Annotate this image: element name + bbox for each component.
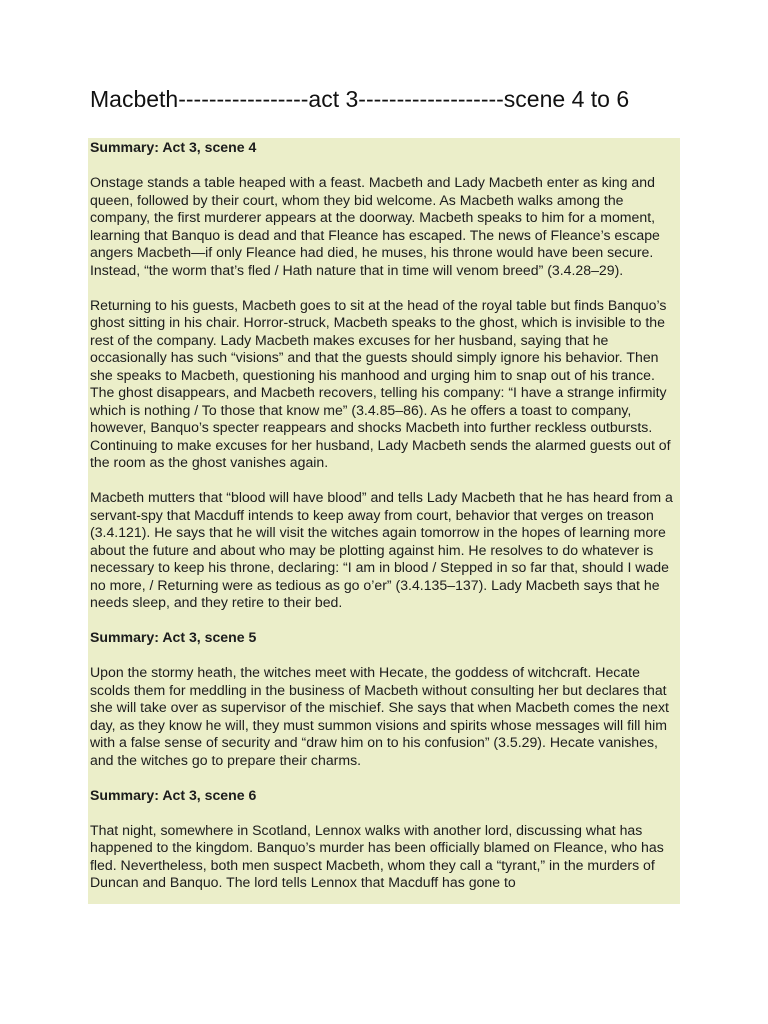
document-title: Macbeth-----------------act 3-------------------scene 4 to 6 xyxy=(90,86,630,112)
section-heading-scene-5: Summary: Act 3, scene 5 xyxy=(90,629,257,645)
section-heading-scene-6: Summary: Act 3, scene 6 xyxy=(90,786,257,803)
paragraph-scene-5-hecate: Upon the stormy heath, the witches meet with Hecate, the goddess of witchcraft. Hecate scolds them for meddling in the business of Macbeth without consulting her but declares that she will take over as supervisor of the mischief. She says that when Macbeth comes the next day, as they know he will, they must summon visions and spirits whose messages will fill him with a false sense of security and “draw him on to his confusion” (3.5.29). Hecate vanishes, and the witches go to prepare their charms. xyxy=(90,664,669,768)
paragraph-scene-4-ghost: Returning to his guests, Macbeth goes to sit at the head of the royal table but finds Banquo’s ghost sitting in his chair. Horror-struck, Macbeth speaks to the ghost, which is invisible to the rest of the company. Lady Macbeth makes excuses for her husband, saying that he occasionally has such “visions” and that the guests should simply ignore his behavior. Then she speaks to Macbeth, questioning his manhood and urging him to snap out of his trance. The ghost disappears, and Macbeth recovers, telling his company: “I have a strange infirmity which is nothing / To those that know me” (3.4.85–86). As he offers a toast to company, however, Banquo’s specter reappears and shocks Macbeth into further reckless outbursts. Continuing to make excuses for her husband, Lady Macbeth sends the alarmed guests out of the room as the ghost vanishes again. xyxy=(90,296,671,470)
highlighted-summary-block xyxy=(88,138,680,904)
section-heading-scene-4: Summary: Act 3, scene 4 xyxy=(90,139,257,155)
paragraph-scene-6-lennox: That night, somewhere in Scotland, Lennox walks with another lord, discussing what has happened to the kingdom. Banquo’s murder has been officially blamed on Fleance, who has fled. Nevertheless, both men suspect Macbeth, whom they call a “tyrant,” in the murders of Duncan and Banquo. The lord tells Lennox that Macduff has gone to xyxy=(90,821,664,890)
paragraph-scene-4-feast: Onstage stands a table heaped with a feast. Macbeth and Lady Macbeth enter as king and queen, followed by their court, whom they bid welcome. As Macbeth walks among the company, the first murderer appears at the doorway. Macbeth speaks to him for a moment, learning that Banquo is dead and that Fleance has escaped. The news of Fleance’s escape angers Macbeth—if only Fleance had died, he muses, his throne would have been secure. Instead, “the worm that’s fled / Hath nature that in time will venom breed” (3.4.28–29). xyxy=(90,174,660,278)
paragraph-scene-4-blood: Macbeth mutters that “blood will have blood” and tells Lady Macbeth that he has heard from a servant-spy that Macduff intends to keep away from court, behavior that verges on treason (3.4.121). He says that he will visit the witches again tomorrow in the hopes of learning more about the future and about who may be plotting against him. He resolves to do whatever is necessary to keep his throne, declaring: “I am in blood / Stepped in so far that, should I wade no more, / Returning were as tedious as go o’er” (3.4.135–137). Lady Macbeth says that he needs sleep, and they retire to their bed. xyxy=(90,489,673,610)
summary-content xyxy=(88,138,680,892)
